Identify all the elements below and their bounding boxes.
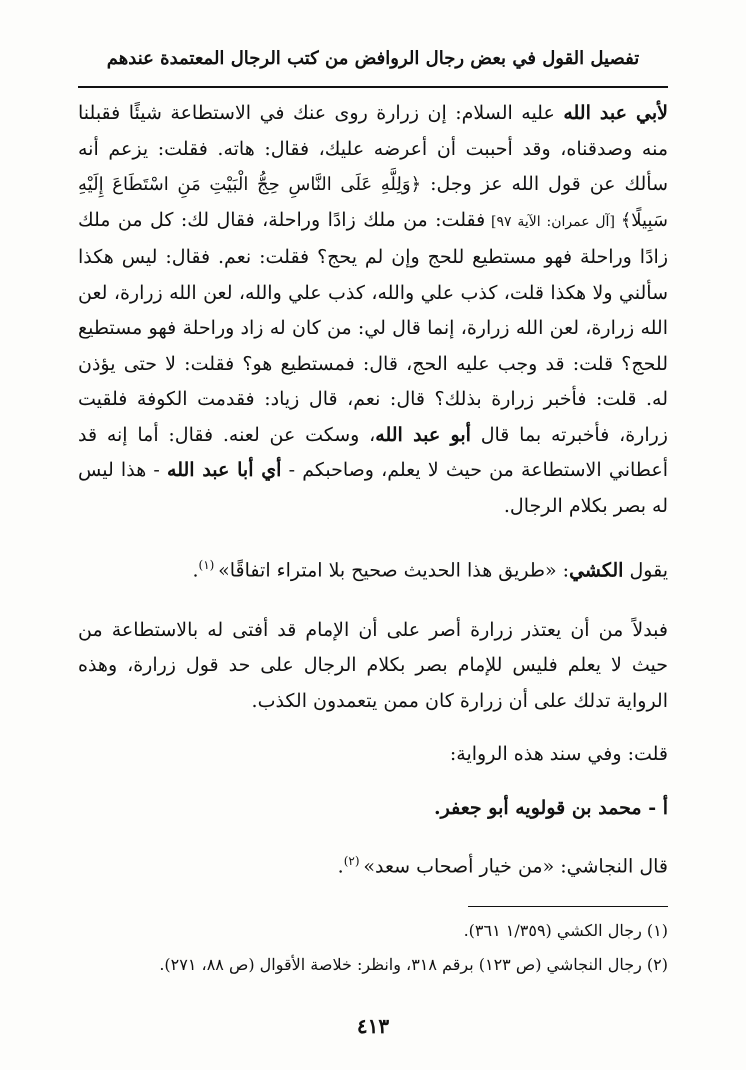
quran-verse: ﴿وَلِلَّهِ عَلَى النَّاسِ حِجُّ الْبَيْتِ مَنِ اسْتَطَاعَ إِلَيْهِ سَبِيلًا﴾ (78, 174, 668, 231)
header-divider (78, 86, 668, 88)
footnote-item: (١) رجال الكشي (١/٣٥٩ ٣٦١). (463, 921, 668, 940)
text-run: . (192, 559, 199, 582)
bold-name: لأبي عبد الله (563, 102, 668, 124)
text-run: يقول (623, 559, 668, 582)
text-run: . (337, 855, 344, 878)
bold-name: أبو عبد الله (375, 423, 471, 446)
text-run: قال النجاشي: «من خيار أصحاب سعد» (363, 855, 668, 878)
bold-name: الكشي (569, 559, 624, 582)
text-run: ، وسكت عن لعنه. فقال: أما إنه قد أعطاني الاستطاعة من حيث لا يعلم، وصاحبكم - (78, 423, 668, 481)
narrator-heading: أ - محمد بن قولويه أبو جعفر. (434, 796, 668, 819)
paragraph-commentary: فبدلاً من أن يعتذر زرارة أصر على أن الإمام قد أفتى له بالاستطاعة من حيث لا يعلم فليس للإمام بصر بكلام الرجال على حد قول زرارة، وهذه الرواية تدلك على أن زرارة كان ممن يتعمدون الكذب. (78, 618, 668, 712)
text-run: : «طريق هذا الحديث صحيح بلا امتراء اتفاقًا» (218, 559, 570, 582)
footnote-item: (٢) رجال النجاشي (ص ١٢٣) برقم ٣١٨، وانظر: خلاصة الأقوال (ص ٨٨، ٢٧١). (159, 955, 668, 974)
running-header: تفصيل القول في بعض رجال الروافض من كتب الرجال المعتمدة عندهم (106, 48, 640, 69)
paragraph-najashi (78, 844, 668, 885)
text-run: - هذا ليس له بصر بكلام الرجال. (78, 459, 668, 517)
footnote-divider (468, 906, 668, 907)
quran-reference: [آل عمران: الآية ٩٧] (485, 213, 621, 230)
paragraph-kashshi (78, 548, 668, 589)
main-text (78, 96, 668, 885)
page-number: ٤١٣ (356, 1014, 390, 1038)
footnote-marker: (١) (198, 558, 219, 572)
text-run: عليه السلام: إن زرارة روى عنك في الاستطاعة شيئًا فقبلنا منه وصدقناه، وقد أحببت أن أعرضه عليك، فقال: هاته. فقلت: يزعم أنه سألك عن قول الله عز وجل: (78, 102, 668, 195)
paragraph-narration (78, 96, 668, 524)
paragraph-isnad-intro: قلت: وفي سند هذه الرواية: (449, 743, 668, 766)
footnotes (78, 914, 668, 982)
text-run: فقلت: من ملك زادًا وراحلة، فقال لك: كل من ملك زادًا وراحلة فهو مستطيع للحج وإن لم يحج؟ فقلت: نعم. فقال: ليس هكذا سألني ولا هكذا قلت، كذب علي والله، كذب علي والله، لعن الله زرارة، لعن الله زرارة، لعن الله زرارة، إنما قال لي: من كان له زاد وراحلة فهو مستطيع للحج؟ قلت: قد وجب عليه الحج، قال: فمستطيع هو؟ فقلت: لا حتى يؤذن له. قلت: فأخبر زرارة بذلك؟ قال: نعم، قال زياد: فقدمت الكوفة فلقيت زرارة، فأخبرته بما قال (78, 208, 668, 446)
footnote-marker: (٢) (343, 854, 364, 869)
bold-name: أي أبا عبد الله (167, 459, 282, 481)
